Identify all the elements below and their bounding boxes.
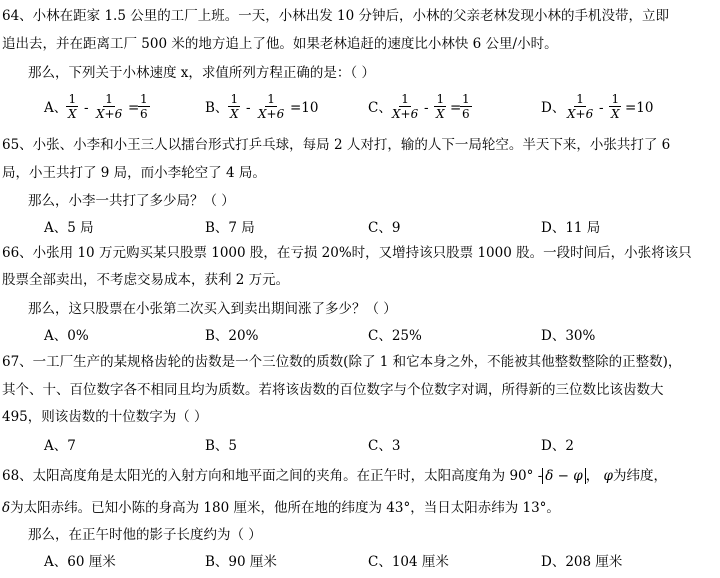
q64-line2: 追出去，并在距离工厂 500 米的地方追上了他。如果老林追赶的速度比小林快 6 公里/小时。	[2, 36, 558, 52]
fraction: $\frac{1}{X}$	[230, 92, 239, 121]
q66-line1: 66、小张用 10 万元购买某只股票 1000 股，在亏损 20%时，又增持该只股票 1000 股。一段时间后，小张将该只	[2, 245, 692, 261]
q65-line1: 65、小张、小李和小王三人以擂台形式打乒乓球，每局 2 人对打，输的人下一局轮空。半天下来，小张共打了 6	[2, 137, 671, 153]
fraction: $\frac{1}{X+6}$	[96, 92, 123, 121]
q68-option-b[interactable]: B、90 厘米	[205, 554, 277, 570]
fraction: $\frac{1}{X+6}$	[567, 92, 594, 121]
q67-option-d[interactable]: D、2	[541, 438, 574, 454]
fraction: $\frac{1}{X+6}$	[258, 92, 285, 121]
q66-option-c[interactable]: C、25%	[368, 328, 422, 344]
q68-option-a[interactable]: A、60 厘米	[44, 554, 116, 570]
fraction: $\frac{1}{X}$	[611, 92, 620, 121]
q65-option-c[interactable]: C、9	[368, 220, 401, 236]
q68-stem: 那么，在正午时他的影子长度约为（ ）	[28, 527, 262, 543]
q68-option-d[interactable]: D、208 厘米	[541, 554, 623, 570]
fraction: $\frac{1}{6}$	[140, 92, 148, 121]
q67-line1: 67、一工厂生产的某规格齿轮的齿数是一个三位数的质数(除了 1 和它本身之外，不能被其他整数整除的正整数)，	[2, 354, 682, 370]
q67-option-b[interactable]: B、5	[205, 438, 238, 454]
q65-stem: 那么，小李一共打了多少局？（ ）	[28, 193, 235, 209]
q65-line2: 局，小王共打了 9 局，而小李轮空了 4 局。	[2, 165, 266, 181]
q68-option-c[interactable]: C、104 厘米	[368, 554, 449, 570]
delta-symbol: δ	[2, 500, 11, 516]
phi-symbol: φ	[603, 468, 613, 484]
q67-option-a[interactable]: A、7	[44, 438, 76, 454]
fraction: $\frac{1}{X+6}$	[392, 92, 419, 121]
q67-option-c[interactable]: C、3	[368, 438, 401, 454]
q64-line1: 64、小林在距家 1.5 公里的工厂上班。一天，小林出发 10 分钟后，小林的父亲老林发现小林的手机没带，立即	[2, 8, 669, 24]
fraction: $\frac{1}{X}$	[436, 92, 445, 121]
q66-stem: 那么，这只股票在小张第二次买入到卖出期间涨了多少？（ ）	[28, 301, 397, 317]
q67-line2: 其个、十、百位数字各不相同且均为质数。若将该齿数的百位数字与个位数字对调，所得新的三位数比该齿数大	[2, 382, 664, 398]
q66-option-a[interactable]: A、0%	[44, 328, 89, 344]
q68-line2: δ为太阳赤纬。已知小陈的身高为 180 厘米，他所在地的纬度为 43°，当日太阳赤纬为 13°。	[2, 500, 560, 516]
q64-stem: 那么，下列关于小林速度 x，求值所列方程正确的是：（ ）	[28, 65, 375, 81]
q68-line1: 68、太阳高度角是太阳光的入射方向和地平面之间的夹角。在正午时，太阳高度角为 90° - δ − φ ， φ为纬度，	[2, 468, 667, 484]
q65-option-a[interactable]: A、5 局	[44, 220, 94, 236]
q65-option-d[interactable]: D、11 局	[541, 220, 601, 236]
q66-line2: 股票全部卖出，不考虑交易成本，获利 2 万元。	[2, 272, 290, 288]
q67-line3: 495，则该齿数的十位数字为（ ）	[2, 409, 208, 425]
q65-option-b[interactable]: B、7 局	[205, 220, 255, 236]
fraction: $\frac{1}{X}$	[68, 92, 77, 121]
fraction: $\frac{1}{6}$	[462, 92, 470, 121]
q66-option-b[interactable]: B、20%	[205, 328, 259, 344]
abs-delta-phi: δ − φ	[542, 468, 585, 484]
q66-option-d[interactable]: D、30%	[541, 328, 596, 344]
